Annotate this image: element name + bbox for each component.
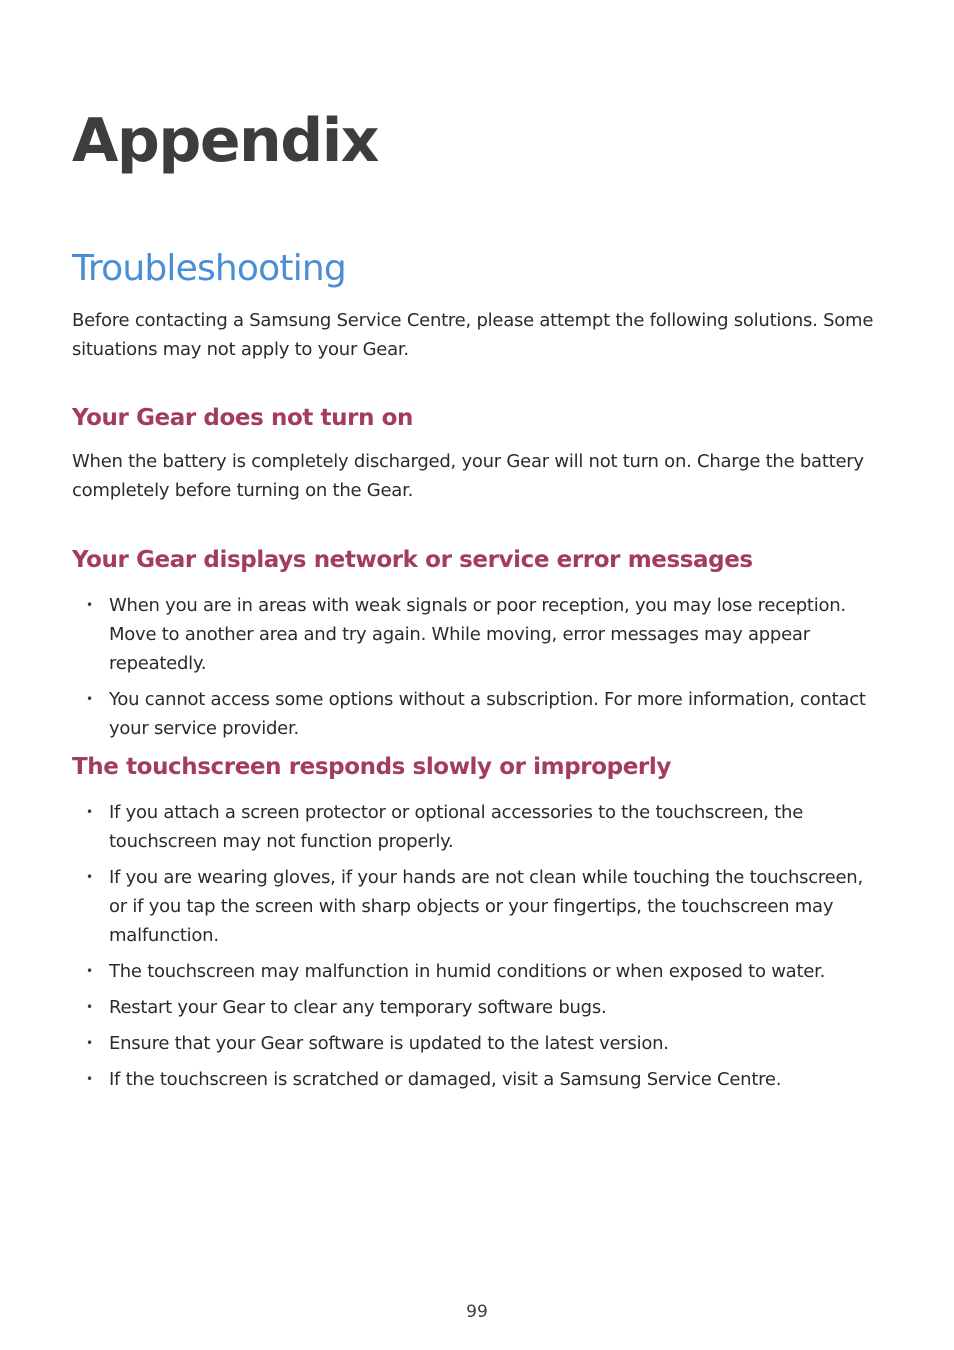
list-item-text: Ensure that your Gear software is updated to the latest version. (109, 1033, 669, 1054)
page-number: 99 (466, 1302, 488, 1322)
topic-gear-not-turn-on (72, 403, 884, 505)
bullet-icon: • (86, 1036, 93, 1050)
list-item (72, 798, 884, 856)
chapter-title: Appendix (72, 106, 378, 176)
topic-heading: The touchscreen responds slowly or improperly (72, 754, 671, 780)
list-item (72, 957, 884, 986)
bullet-icon: • (86, 1000, 93, 1014)
topic-heading: Your Gear does not turn on (72, 405, 414, 431)
topic-touchscreen (72, 752, 884, 1101)
list-item (72, 591, 884, 678)
topic-paragraph: When the battery is completely discharged, your Gear will not turn on. Charge the battery completely before turning on the Gear. (72, 451, 864, 501)
list-item (72, 993, 884, 1022)
list-item-text: If you attach a screen protector or optional accessories to the touchscreen, the touchscreen may not function properly. (109, 802, 804, 852)
list-item-text: When you are in areas with weak signals or poor reception, you may lose reception. Move to another area and try again. While moving, error messages may appear repeatedly. (109, 595, 846, 674)
bullet-icon: • (86, 598, 93, 612)
list-item (72, 685, 884, 743)
topic-network-errors (72, 545, 884, 750)
list-item (72, 1065, 884, 1094)
bullet-list (72, 798, 884, 1094)
list-item (72, 863, 884, 950)
list-item-text: You cannot access some options without a subscription. For more information, contact your service provider. (109, 689, 866, 739)
bullet-icon: • (86, 1072, 93, 1086)
list-item (72, 1029, 884, 1058)
list-item-text: Restart your Gear to clear any temporary software bugs. (109, 997, 607, 1018)
bullet-icon: • (86, 805, 93, 819)
topic-heading: Your Gear displays network or service error messages (72, 547, 753, 573)
bullet-icon: • (86, 870, 93, 884)
list-item-text: The touchscreen may malfunction in humid conditions or when exposed to water. (109, 961, 826, 982)
bullet-list (72, 591, 884, 743)
bullet-icon: • (86, 692, 93, 706)
list-item-text: If you are wearing gloves, if your hands are not clean while touching the touchscreen, or if you tap the screen with sharp objects or your fingertips, the touchscreen may malfunction. (109, 867, 863, 946)
intro-paragraph: Before contacting a Samsung Service Centre, please attempt the following solutions. Some situations may not apply to your Gear. (72, 310, 874, 360)
list-item-text: If the touchscreen is scratched or damaged, visit a Samsung Service Centre. (109, 1069, 782, 1090)
bullet-icon: • (86, 964, 93, 978)
section-title: Troubleshooting (72, 248, 346, 289)
